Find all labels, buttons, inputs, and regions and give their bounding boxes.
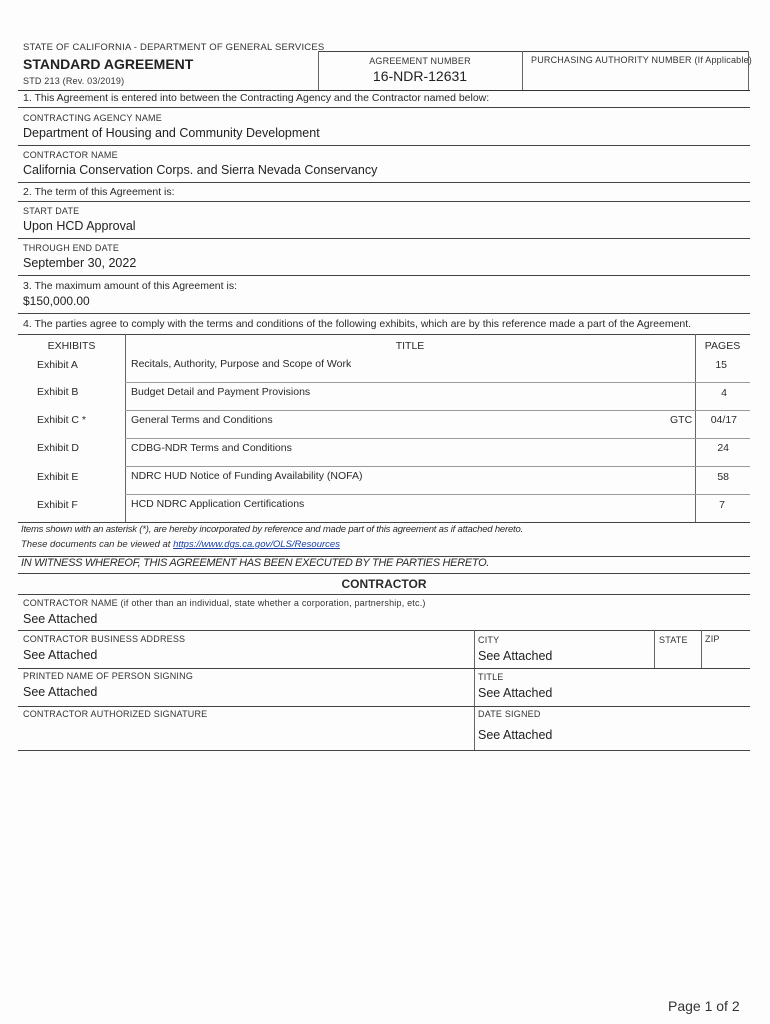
section4-text: 4. The parties agree to comply with the terms and conditions of the following exhibits, which are by this reference made a part of the Agreement. (23, 318, 692, 330)
contracting-agency-value: Department of Housing and Community Development (23, 126, 320, 140)
business-address-label: CONTRACTOR BUSINESS ADDRESS (23, 634, 186, 644)
exhibit-id: Exhibit C * (37, 414, 87, 426)
section2-text: 2. The term of this Agreement is: (23, 186, 175, 198)
exhibit-code: GTC (670, 414, 693, 426)
exhibit-pages: 24 (717, 442, 729, 454)
start-date-value: Upon HCD Approval (23, 219, 136, 233)
date-signed-value: See Attached (478, 728, 553, 742)
agreement-number: 16-NDR-12631 (372, 68, 468, 84)
end-date-value: September 30, 2022 (23, 256, 137, 270)
purchasing-authority-label: PURCHASING AUTHORITY NUMBER (If Applicable) (531, 55, 752, 65)
witness-text: IN WITNESS WHEREOF, THIS AGREEMENT HAS BEEN EXECUTED BY THE PARTIES HERETO. (21, 557, 490, 569)
section1-text: 1. This Agreement is entered into between the Contracting Agency and the Contractor named below: (23, 92, 490, 104)
agreement-number-label: AGREEMENT NUMBER (369, 56, 471, 66)
city-label: CITY (478, 635, 500, 645)
contractor-name-value-2: See Attached (23, 612, 98, 626)
exhibit-id: Exhibit D (37, 442, 80, 454)
start-date-label: START DATE (23, 206, 80, 216)
contractor-name-label: CONTRACTOR NAME (23, 150, 118, 160)
date-signed-label: DATE SIGNED (478, 709, 541, 719)
form-code: STD 213 (Rev. 03/2019) (23, 76, 125, 86)
exhibit-id: Exhibit B (37, 386, 79, 398)
exhibit-title: Budget Detail and Payment Provisions (131, 386, 311, 398)
title-value: See Attached (478, 686, 553, 700)
exhibit-title: General Terms and Conditions (131, 414, 273, 426)
resources-note (21, 539, 340, 550)
exhibit-title: HCD NDRC Application Certifications (131, 498, 305, 510)
exhibit-id: Exhibit A (37, 359, 78, 371)
col-title: TITLE (395, 340, 425, 352)
state-label: STATE (659, 635, 688, 645)
exhibit-pages: 4 (721, 387, 727, 399)
zip-label: ZIP (705, 634, 720, 644)
exhibit-title: CDBG-NDR Terms and Conditions (131, 442, 292, 454)
asterisk-note: Items shown with an asterisk (*), are hereby incorporated by reference and made part of this agreement as if attached hereto. (21, 524, 523, 535)
exhibit-pages: 7 (719, 499, 725, 511)
end-date-label: THROUGH END DATE (23, 243, 120, 253)
section3-text: 3. The maximum amount of this Agreement is: (23, 280, 237, 292)
signature-field[interactable] (23, 722, 463, 746)
col-exhibits: EXHIBITS (47, 340, 96, 352)
form-title: STANDARD AGREEMENT (23, 56, 194, 72)
title-label: TITLE (478, 672, 504, 682)
exhibit-title: NDRC HUD Notice of Funding Availability (NOFA) (131, 470, 363, 482)
printed-name-value: See Attached (23, 685, 98, 699)
exhibit-pages: 04/17 (710, 414, 737, 426)
exhibit-id: Exhibit F (37, 499, 78, 511)
page-number: Page 1 of 2 (668, 998, 740, 1014)
exhibit-id: Exhibit E (37, 471, 79, 483)
city-value: See Attached (478, 649, 553, 663)
contractor-name-label-2: CONTRACTOR NAME (if other than an individual, state whether a corporation, partnership, etc.) (23, 598, 426, 608)
col-pages: PAGES (704, 340, 741, 352)
max-amount-value: $150,000.00 (23, 294, 90, 308)
resources-link[interactable]: https://www.dgs.ca.gov/OLS/Resources (173, 539, 340, 550)
agency-line: STATE OF CALIFORNIA - DEPARTMENT OF GENERAL SERVICES (23, 42, 325, 53)
printed-name-label: PRINTED NAME OF PERSON SIGNING (23, 671, 194, 681)
contractor-name-value: California Conservation Corps. and Sierra Nevada Conservancy (23, 163, 378, 177)
exhibit-pages: 58 (717, 471, 729, 483)
exhibit-title: Recitals, Authority, Purpose and Scope of Work (131, 358, 352, 370)
contractor-heading: CONTRACTOR (341, 577, 427, 591)
resources-note-prefix: These documents can be viewed at (21, 539, 174, 550)
signature-label: CONTRACTOR AUTHORIZED SIGNATURE (23, 709, 208, 719)
business-address-value: See Attached (23, 648, 98, 662)
exhibit-pages: 15 (715, 359, 727, 371)
contracting-agency-label: CONTRACTING AGENCY NAME (23, 113, 162, 123)
